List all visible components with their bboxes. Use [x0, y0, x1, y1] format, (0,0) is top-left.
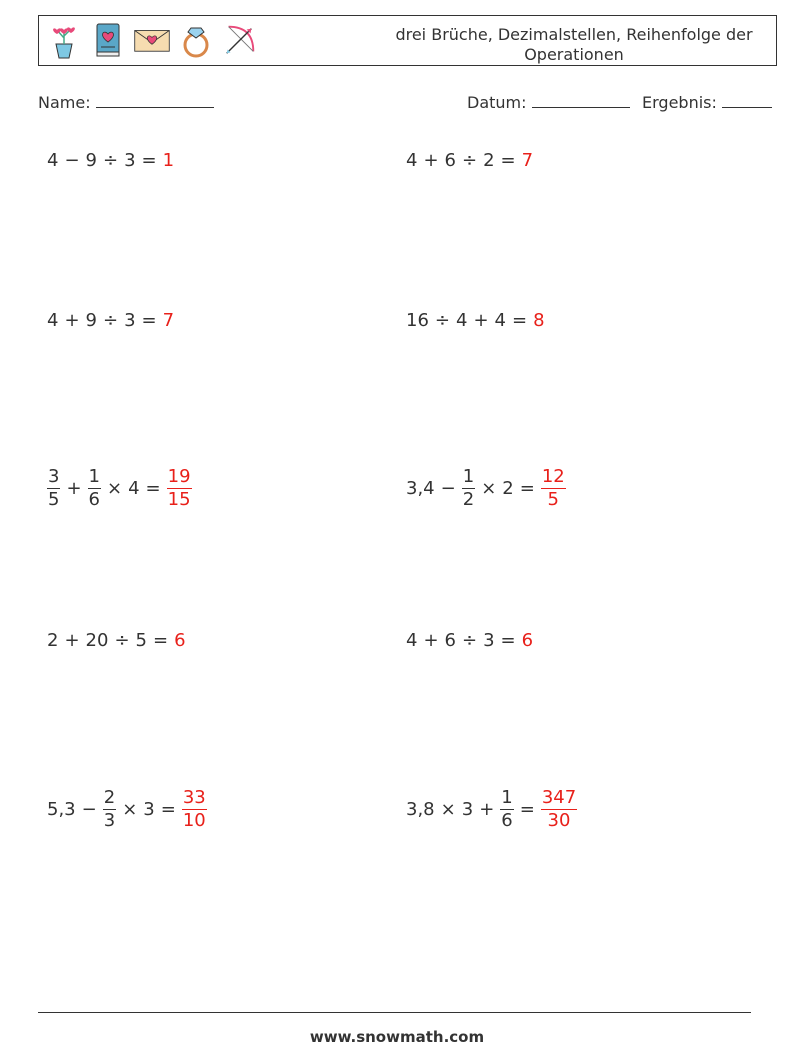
operator: × — [440, 799, 456, 820]
equals-sign: = — [141, 150, 157, 171]
operator: × — [122, 799, 138, 820]
numerator: 33 — [182, 787, 206, 808]
operand: 3 — [143, 799, 155, 820]
operand: 5 — [135, 630, 147, 651]
numerator: 3 — [48, 466, 60, 487]
numerator: 12 — [541, 466, 565, 487]
equals-sign: = — [153, 630, 169, 651]
result-field — [642, 93, 772, 112]
answer: 6 — [521, 630, 534, 651]
answer: 7 — [162, 310, 175, 331]
answer: 7 — [521, 150, 534, 171]
operator: + — [479, 799, 495, 820]
problem-2 — [406, 150, 533, 171]
operator: ÷ — [103, 310, 119, 331]
equals-sign: = — [519, 478, 535, 499]
problem-3 — [47, 310, 174, 331]
numerator: 2 — [103, 787, 116, 808]
numerator: 347 — [541, 787, 577, 808]
hearts-flowerpot-icon — [45, 20, 83, 60]
problem-6 — [406, 467, 566, 510]
denominator: 10 — [182, 810, 206, 831]
operator: ÷ — [434, 310, 450, 331]
operand: 5,3 — [47, 799, 76, 820]
problem-7 — [47, 630, 186, 651]
denominator: 2 — [462, 489, 475, 510]
operator: ÷ — [103, 150, 119, 171]
equals-sign: = — [500, 150, 516, 171]
operator: − — [81, 799, 97, 820]
header-icons — [45, 20, 259, 60]
problem-4 — [406, 310, 545, 331]
operand: 9 — [85, 150, 97, 171]
equals-sign: = — [519, 799, 535, 820]
date-blank[interactable] — [532, 93, 630, 108]
worksheet-title: drei Brüche, Dezimalstellen, Reihenfolge der Operationen — [395, 25, 753, 64]
operand: 4 — [128, 478, 140, 499]
footer-divider — [38, 1012, 751, 1013]
operator: + — [64, 630, 80, 651]
answer-fraction — [541, 788, 577, 831]
heart-book-icon — [89, 20, 127, 60]
worksheet-header — [38, 15, 777, 66]
denominator: 15 — [167, 489, 191, 510]
operand: 2 — [502, 478, 514, 499]
operator: ÷ — [114, 630, 130, 651]
operand: 20 — [85, 630, 109, 651]
name-field — [38, 93, 214, 112]
operand: 4 — [456, 310, 468, 331]
numerator: 1 — [88, 466, 100, 487]
operand: 6 — [444, 150, 456, 171]
denominator: 30 — [547, 810, 571, 831]
equals-sign: = — [145, 478, 161, 499]
operator: + — [66, 478, 82, 499]
operator: + — [423, 150, 439, 171]
problem-9 — [47, 788, 207, 831]
denominator: 5 — [48, 489, 60, 510]
operand: 3 — [124, 310, 136, 331]
fraction — [500, 788, 513, 831]
result-blank[interactable] — [722, 93, 772, 108]
operator: ÷ — [462, 630, 478, 651]
footer-url[interactable]: www.snowmath.com — [309, 1028, 485, 1046]
answer: 1 — [162, 150, 175, 171]
operand: 6 — [444, 630, 456, 651]
fraction — [88, 467, 101, 510]
fraction — [462, 467, 475, 510]
date-label: Datum: — [467, 93, 527, 112]
operand: 2 — [483, 150, 495, 171]
equals-sign: = — [141, 310, 157, 331]
operand: 2 — [47, 630, 59, 651]
answer-fraction — [182, 788, 207, 831]
equals-sign: = — [160, 799, 176, 820]
operand: 3 — [461, 799, 474, 820]
operand: 4 — [494, 310, 506, 331]
answer: 6 — [174, 630, 186, 651]
operand: 3 — [483, 630, 495, 651]
operand: 3 — [124, 150, 136, 171]
bow-arrow-icon — [221, 20, 259, 60]
operator: ÷ — [462, 150, 478, 171]
operand: 4 — [47, 150, 59, 171]
ring-icon — [177, 20, 215, 60]
name-blank[interactable] — [96, 93, 214, 108]
fraction — [103, 788, 116, 831]
problem-1 — [47, 150, 174, 171]
denominator: 3 — [103, 810, 116, 831]
numerator: 19 — [167, 466, 191, 487]
numerator: 1 — [462, 466, 475, 487]
operand: 4 — [47, 310, 59, 331]
operand: 4 — [406, 150, 418, 171]
name-label: Name: — [38, 93, 91, 112]
problem-10 — [406, 788, 577, 831]
operator: − — [64, 150, 80, 171]
fraction — [47, 467, 60, 510]
equals-sign: = — [512, 310, 528, 331]
answer-fraction — [541, 467, 566, 510]
operand: 3,8 — [406, 799, 435, 820]
date-field — [467, 93, 630, 112]
problem-5 — [47, 467, 192, 510]
operand: 9 — [85, 310, 97, 331]
love-letter-icon — [133, 20, 171, 60]
operator: − — [440, 478, 456, 499]
operator: × — [107, 478, 123, 499]
numerator: 1 — [501, 787, 513, 808]
answer: 8 — [533, 310, 545, 331]
operator: + — [473, 310, 489, 331]
denominator: 6 — [88, 489, 100, 510]
operator: + — [423, 630, 439, 651]
operand: 16 — [406, 310, 429, 331]
denominator: 6 — [501, 810, 513, 831]
operator: × — [481, 478, 497, 499]
operand: 3,4 — [406, 478, 435, 499]
problem-8 — [406, 630, 533, 651]
operator: + — [64, 310, 80, 331]
result-label: Ergebnis: — [642, 93, 717, 112]
answer-fraction — [167, 467, 192, 510]
denominator: 5 — [547, 489, 559, 510]
operand: 4 — [406, 630, 418, 651]
equals-sign: = — [500, 630, 516, 651]
